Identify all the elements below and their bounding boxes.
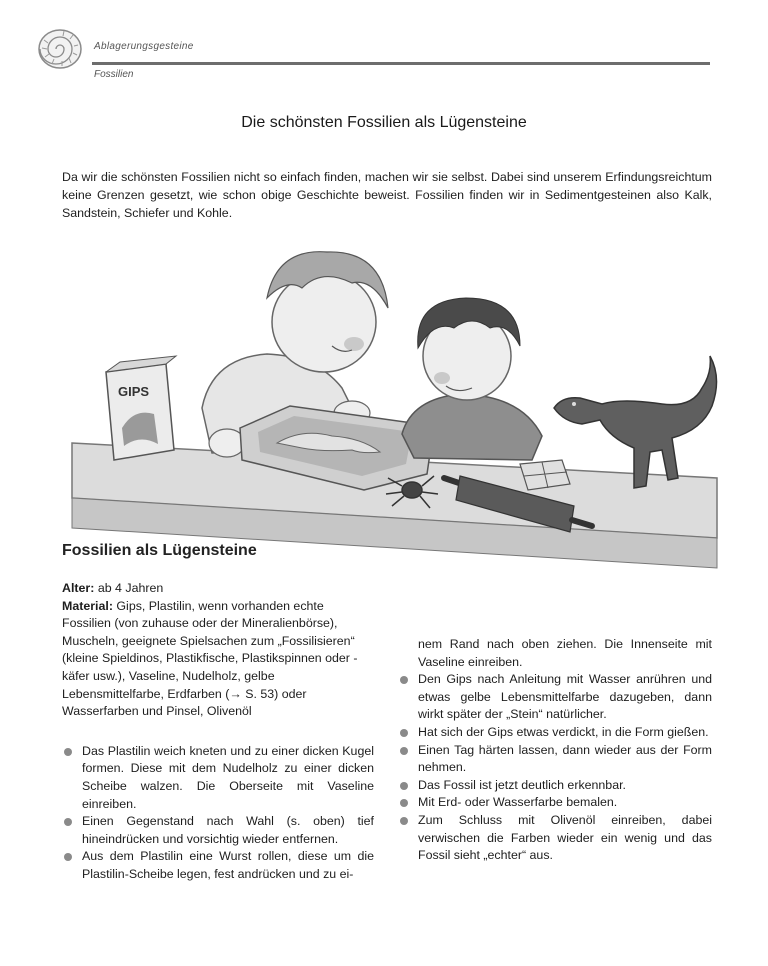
list-item: Einen Tag härten lassen, dann wieder aus der Form nehmen.	[398, 742, 712, 777]
activity-heading: Fossilien als Lügensteine	[62, 542, 257, 559]
section-label: Ablagerungsgesteine	[94, 41, 194, 52]
age-label: Alter:	[62, 581, 95, 595]
ammonite-icon	[36, 26, 84, 72]
gips-label: GIPS	[118, 384, 150, 399]
list-item: Zum Schluss mit Olivenöl einreiben, dabei verwischen die Farben wieder ein wenig und das Fossil sieht „echter“ aus.	[398, 812, 712, 865]
right-column	[398, 636, 712, 865]
list-item: Aus dem Plastilin eine Wurst rollen, diese um die Plastilin-Scheibe legen, fest andrücken und zu ei-	[62, 848, 374, 883]
list-item: Das Fossil ist jetzt deutlich erkennbar.	[398, 777, 712, 795]
child-right	[402, 298, 542, 460]
left-column	[62, 580, 374, 884]
list-item: Hat sich der Gips etwas verdickt, in die Form gießen.	[398, 724, 712, 742]
age-value: ab 4 Jahren	[97, 581, 164, 595]
toy-dinosaur	[554, 356, 717, 488]
list-item: Das Plastilin weich kneten und zu einer dicken Kugel formen. Diese mit dem Nudelholz zu einer dicken Scheibe walzen. Die Oberseite mit Vaseline einreiben.	[62, 743, 374, 813]
page-title: Die schönsten Fossilien als Lügensteine	[241, 114, 527, 131]
gips-bag	[106, 356, 176, 460]
list-item: Einen Gegenstand nach Wahl (s. oben) tief hineindrücken und vorsichtig wieder entfernen.	[62, 813, 374, 848]
small-box	[520, 460, 570, 490]
age-line	[62, 580, 374, 598]
list-item-continuation: nem Rand nach oben ziehen. Die Innenseite mit Vaseline einreiben.	[418, 637, 712, 669]
steps-list-right	[398, 636, 712, 865]
list-item: Den Gips nach Anleitung mit Wasser anrühren und etwas gelbe Lebensmittelfarbe dazugeben, dann wirkt später der „Stein“ natürlicher.	[398, 671, 712, 724]
material-label: Material:	[62, 598, 113, 613]
header-rule	[92, 62, 710, 65]
steps-list-left	[62, 743, 374, 884]
material-value: Gips, Plastilin, wenn vorhanden echte Fossilien (von zuhause oder der Mineralienbörse), Muscheln, geeignete Spielsachen zum „Fossilisieren“ (kleine Spieldinos, Plastikfische, Plastikspinnen oder -käfer usw.), Vaseline, Nudelholz, gelbe Lebensmittelfarbe, Erdfarben (→ S. 53) oder Wasserfarben und Pinsel, Olivenöl	[62, 598, 358, 719]
subsection-label: Fossilien	[94, 69, 134, 80]
material-line	[62, 598, 374, 721]
intro-paragraph: Da wir die schönsten Fossilien nicht so einfach finden, machen wir sie selbst. Dabei sind unserem Erfindungsreichtum keine Grenzen gesetzt, wie schon obige Geschichte beweist. Fossilien finden wir in Sedimentgesteinen also Kalk, Sandstein, Schiefer und Kohle.	[62, 170, 712, 220]
list-item: Mit Erd- oder Wasserfarbe bemalen.	[398, 794, 712, 812]
